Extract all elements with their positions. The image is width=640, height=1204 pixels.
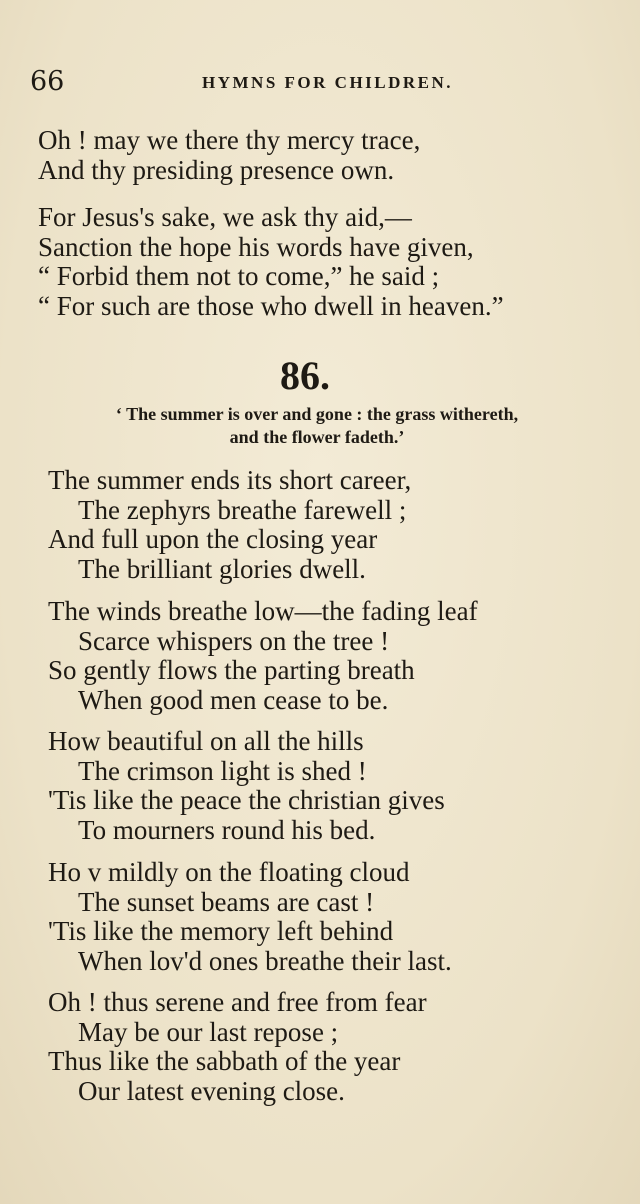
hymn-stanza — [0, 466, 640, 584]
verse-line: 'Tis like the peace the christian gives — [48, 785, 445, 815]
hymn-stanza — [0, 858, 640, 976]
verse-line: Oh ! thus serene and free from fear — [48, 987, 427, 1017]
page-header — [30, 66, 610, 102]
verse-line: How beautiful on all the hills — [48, 726, 364, 756]
epigraph-line: and the flower fadeth.’ — [229, 427, 405, 447]
verse-line: The summer ends its short career, — [48, 465, 412, 495]
verse-line: The crimson light is shed ! — [78, 755, 367, 786]
verse-line: So gently flows the parting breath — [48, 655, 415, 685]
previous-hymn-stanza — [0, 203, 640, 321]
hymn-number: 86. — [280, 353, 330, 398]
verse-line: May be our last repose ; — [78, 1016, 339, 1047]
verse-line: The winds breathe low—the fading leaf — [48, 596, 478, 626]
page-number: 66 — [30, 66, 65, 97]
verse-line: When lov'd ones breathe their last. — [78, 945, 452, 976]
verse-line: “ Forbid them not to come,” he said ; — [38, 261, 440, 291]
verse-line: Ho v mildly on the floating cloud — [48, 857, 410, 887]
verse-line: The zephyrs breathe farewell ; — [78, 494, 407, 525]
epigraph — [32, 403, 602, 449]
verse-line: To mourners round his bed. — [78, 814, 376, 845]
verse-line: Our latest evening close. — [78, 1075, 345, 1106]
verse-line: Scarce whispers on the tree ! — [78, 625, 390, 656]
verse-line: For Jesus's sake, we ask thy aid,— — [38, 202, 412, 232]
hymn-stanza — [0, 597, 640, 715]
verse-line: Sanction the hope his words have given, — [38, 231, 474, 262]
verse-line: Thus like the sabbath of the year — [48, 1046, 401, 1076]
verse-line: “ For such are those who dwell in heaven.” — [38, 290, 504, 321]
verse-line: And thy presiding presence own. — [38, 154, 395, 185]
verse-line: The brilliant glories dwell. — [78, 553, 366, 584]
verse-line: When good men cease to be. — [78, 684, 389, 715]
epigraph-line: ‘ The summer is over and gone : the grass withereth, — [115, 404, 519, 424]
verse-line: 'Tis like the memory left behind — [48, 916, 394, 946]
verse-line: Oh ! may we there thy mercy trace, — [38, 125, 421, 155]
running-title: HYMNS FOR CHILDREN. — [202, 73, 454, 92]
hymn-stanza — [0, 988, 640, 1106]
verse-line: And full upon the closing year — [48, 524, 378, 554]
hymn-stanza — [0, 727, 640, 845]
verse-line: The sunset beams are cast ! — [78, 886, 375, 917]
previous-hymn-stanza — [0, 126, 640, 185]
